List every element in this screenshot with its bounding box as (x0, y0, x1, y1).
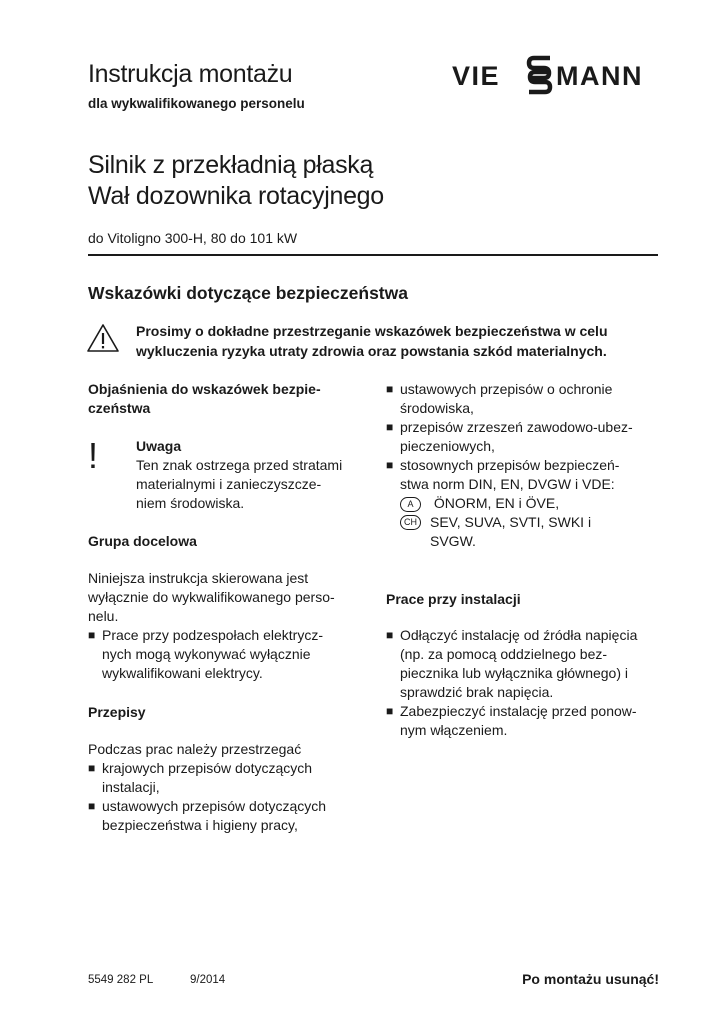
product-scope: do Vitoligno 300-H, 80 do 101 kW (88, 230, 298, 246)
text-line: wyłącznie do wykwalifikowanego perso- (88, 589, 335, 605)
note-line: Ten znak ostrzega przed stratami (136, 457, 343, 473)
document-number: 5549 282 PL (88, 974, 154, 986)
bullet-icon: ■ (88, 799, 96, 813)
logo-ss-mark (529, 58, 550, 92)
logo-text-left: VIE (452, 61, 501, 91)
bullet-icon: ■ (386, 382, 394, 396)
document-title: Instrukcja montażu (88, 60, 293, 88)
text-line: bezpieczeństwa i higieny pracy, (102, 817, 298, 833)
warning-line: Prosimy o dokładne przestrzeganie wskazówek bezpieczeństwa w celu (136, 323, 608, 339)
text-line: pieczeniowych, (400, 438, 495, 454)
explain-heading-line: Objaśnienia do wskazówek bezpie- (88, 381, 321, 397)
explain-heading-line: czeństwa (88, 400, 151, 416)
bullet-icon: ■ (386, 704, 394, 718)
list-item (88, 759, 373, 797)
target-group-heading: Grupa docelowa (88, 533, 197, 549)
text-line: nych mogą wykonywać wyłącznie (102, 646, 311, 662)
regulations-text (88, 740, 373, 835)
list-item (88, 626, 373, 683)
list-item (88, 797, 373, 835)
note-line: niem środowiska. (136, 495, 245, 511)
bullet-icon: ■ (386, 458, 394, 472)
regulations-list-continued (386, 380, 661, 551)
target-group-text (88, 569, 373, 683)
document-subtitle: dla wykwalifikowanego personelu (88, 96, 305, 111)
list-item (386, 418, 661, 456)
explain-heading (88, 380, 358, 418)
text-line: piecznika lub wyłącznika głównego) i (400, 665, 629, 681)
text-line: wykwalifikowani elektrycy. (102, 665, 263, 681)
text-line: ustawowych przepisów o ochronie (400, 381, 613, 397)
note-line: materialnymi i zanieczyszcze- (136, 476, 322, 492)
bullet-icon: ■ (386, 628, 394, 642)
installation-heading: Prace przy instalacji (386, 591, 521, 607)
document-date: 9/2014 (190, 974, 226, 986)
text-line: Prace przy podzespołach elektrycz- (102, 627, 323, 643)
text-line: SEV, SUVA, SVTI, SWKI i (430, 514, 592, 530)
viessmann-logo (452, 48, 660, 100)
country-norms (400, 513, 661, 551)
text-line: nym włączeniem. (400, 722, 508, 738)
bullet-icon: ■ (88, 761, 96, 775)
note-title: Uwaga (136, 438, 182, 454)
text-line: Niniejsza instrukcja skierowana jest (88, 570, 309, 586)
product-title-line-2: Wał dozownika rotacyjnego (88, 182, 384, 210)
warning-triangle-icon (86, 322, 120, 354)
logo-text-right: MANN (556, 61, 643, 91)
safety-warning-text (136, 321, 661, 361)
text-line: sprawdzić brak napięcia. (400, 684, 554, 700)
list-item (386, 702, 666, 740)
list-item (386, 380, 661, 418)
product-title (88, 150, 384, 212)
safety-heading: Wskazówki dotyczące bezpieczeństwa (88, 283, 408, 303)
text-line: ustawowych przepisów dotyczących (102, 798, 327, 814)
installation-list (386, 626, 666, 740)
warning-line: wykluczenia ryzyka utraty zdrowia oraz powstania szkód materialnych. (136, 343, 607, 359)
caution-exclamation-icon: ! (88, 435, 99, 476)
text-line: przepisów zrzeszeń zawodowo-ubez- (400, 419, 633, 435)
header-divider (88, 254, 658, 256)
text-line: SVGW. (430, 533, 476, 549)
country-row-austria (386, 494, 661, 513)
text-line: nelu. (88, 608, 119, 624)
text-line: instalacji, (102, 779, 160, 795)
country-badge-icon: A (400, 497, 421, 512)
regulations-heading: Przepisy (88, 704, 146, 720)
remove-after-install-note: Po montażu usunąć! (522, 971, 659, 987)
text-line: Zabezpieczyć instalację przed ponow- (400, 703, 637, 719)
country-row-switzerland (386, 513, 661, 551)
bullet-icon: ■ (386, 420, 394, 434)
product-title-line-1: Silnik z przekładnią płaską (88, 151, 374, 179)
text-line: stosownych przepisów bezpieczeń- (400, 457, 620, 473)
list-item (386, 626, 666, 702)
text-line: Odłączyć instalację od źródła napięcia (400, 627, 638, 643)
country-badge-icon: CH (400, 515, 421, 530)
text-line: (np. za pomocą oddzielnego bez- (400, 646, 608, 662)
country-norms: ÖNORM, EN i ÖVE, (433, 495, 560, 511)
text-line: Podczas prac należy przestrzegać (88, 741, 302, 757)
text-line: środowiska, (400, 400, 474, 416)
text-line: stwa norm DIN, EN, DVGW i VDE: (400, 476, 615, 492)
note-block (136, 437, 371, 513)
text-line: krajowych przepisów dotyczących (102, 760, 313, 776)
list-item (386, 456, 661, 494)
bullet-icon: ■ (88, 628, 96, 642)
